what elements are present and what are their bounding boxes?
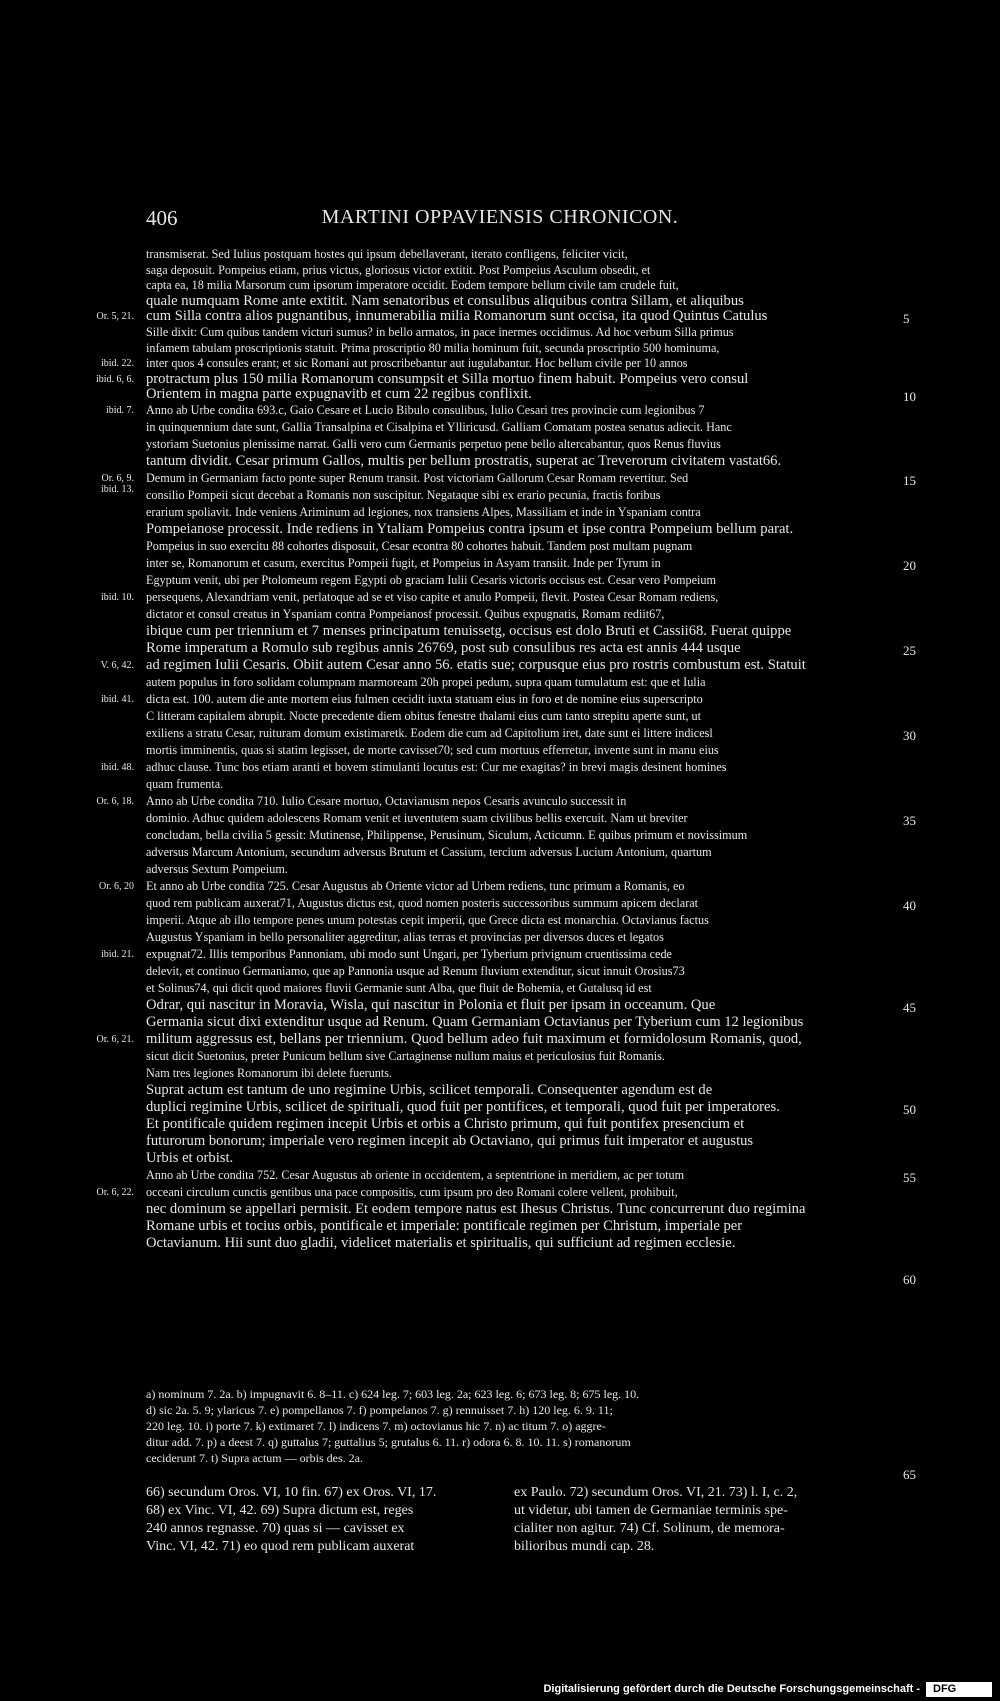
text-line: C litteram capitalem abrupit. Nocte precedente diem obitus fenestre thalami eius cum tanto strepitu aperte sunt, ut [146,709,702,723]
text-line: delevit, et continuo Germaniamo, que ap Pannonia usque ad Renum fluvium extenditur, sicut innuit Orosius73 [146,964,685,978]
text-line: quod rem publicam auxerat71, Augustus dictus est, quod nomen posteris successoribus summum apicem declarat [146,896,699,910]
text-line: adhuc clause. Tunc bos etiam aranti et bovem stimulanti locutus est: Cur me exagitas? in brevi magis desinent homines [146,760,727,774]
text-line: inter quos 4 consules erant; et sic Romani aut proscribebantur aut iugulabantur. Hoc bellum civile per 10 annos [146,356,688,371]
line-number: 50 [903,1102,916,1117]
text-line: Rome imperatum a Romulo sub regibus annis 26769, post sub consulibus res acta est annis 444 usque [146,640,741,656]
text-line: occeani circulum cunctis gentibus una pace compositis, cum ipsum pro deo Romani colere vellent, prohibuit, [146,1185,678,1199]
text-line: Augustus Yspaniam in bello personaliter aggreditur, alias terras et provincias per diversos duces et legatos [146,930,664,944]
text-line: protractum plus 150 milia Romanorum consumpsit et Silla mortuo finem habuit. Pompeius vero consul [146,370,749,387]
text-line: Pompeianose processit. Inde rediens in Ytaliam Pompeius contra ipsum et ipse contra Pompeium bellum parat. [146,521,794,537]
margin-reference: ibid. 22. [100,358,134,370]
margin-reference: ibid. 48. [100,762,134,773]
text-line: consilio Pompeii sicut decebat a Romanis non suscipitur. Negataque sibi ex erario pecunia, fractis foribus [146,488,661,502]
margin-reference: Or. 6, 22. [96,1187,134,1198]
text-line: Anno ab Urbe condita 752. Cesar Augustus ab oriente in occidentem, a septentrione in meridiem, ac per totum [146,1168,685,1182]
text-line: exiliens a stratu Cesar, ruituram domum existimaretk. Eodem die cum ad Capitolium iret, date sunt ei littere indicesl [146,726,713,740]
line-number: 65 [903,1467,916,1482]
text-line: Pompeius in suo exercitu 88 cohortes disposuit, Cesar econtra 80 cohortes habuit. Tandem post multam pugnam [146,539,693,553]
apparatus-line: ceciderunt 7. t) Supra actum — orbis des. 2a. [146,1451,363,1465]
text-line: imperii. Atque ab illo tempore penes unum potestas cepit imperii, que Grece dicta est monarchia. Octavianus factus [146,913,709,927]
text-line: Octavianum. Hii sunt duo gladii, videlicet materialis et spiritualis, qui sufficiunt ad regimen ecclesie. [146,1235,736,1251]
line-number: 55 [903,1170,916,1185]
line-number: 30 [903,728,916,743]
text-line: duplici regimine Urbis, scilicet de spirituali, quod fuit per pontifices, et temporali, quod fuit per imperatores. [146,1099,780,1115]
text-line: et Solinus74, qui dicit quod maiores fluvii Germanie sunt Alba, que fluit de Bohemia, et Gutalusq id est [146,981,652,995]
margin-reference: Or. 6, 9. [101,473,134,484]
notes-column-right [514,1484,797,1556]
line-number: 20 [903,558,916,573]
text-line: Odrar, qui nascitur in Moravia, Wisla, qui nascitur in Polonia et fluit per ipsam in occeanum. Que [146,997,716,1013]
digitization-credit: Digitalisierung gefördert durch die Deutsche Forschungsgemeinschaft - [543,1683,920,1695]
margin-reference: V. 6, 42. [100,660,134,671]
text-line: sicut dicit Suetonius, preter Punicum bellum sive Cartaginense nullum maius et periculosius fuit Romanis. [146,1049,665,1063]
margin-reference: ibid. 41. [100,694,134,705]
text-line: infamem tabulam proscriptionis statuit. Prima proscriptio 80 milia hominum fuit, secunda proscriptio 500 hominuma, [146,340,720,355]
text-line: nec dominum se appellari permisit. Et eodem tempore natus est Ihesus Christus. Tunc concurrerunt duo regimina [146,1201,806,1217]
margin-reference: Or. 6, 18. [96,796,134,807]
line-number: 45 [903,1000,916,1015]
text-line: quale numquam Rome ante extitit. Nam senatoribus et consulibus aliquibus contra Sillam, et aliquibus [146,292,744,309]
text-line: tantum dividit. Cesar primum Gallos, multis per bellum prostratis, superat ac Treverorum civitatem vastat66. [146,453,782,469]
margin-reference: Or. 5, 21. [96,311,134,323]
line-number: 5 [903,311,910,327]
text-line: ibique cum per triennium et 7 menses principatum tenuissetg, occisus est dolo Bruti et Cassii68. Fuerat quippe [146,623,792,639]
text-line: persequens, Alexandriam venit, perlatoque ad se et viso capite et anulo Pompeii, flevit. Postea Cesar Romam rediens, [146,590,719,604]
text-line: dicta est. 100. autem die ante mortem eius fulmen cecidit iuxta statuam eius in foro et de nomine eius superscripto [146,692,703,706]
note-line: ut videtur, ubi tamen de Germaniae terminis spe- [514,1503,788,1518]
notes-column-left [146,1484,436,1556]
text-line: saga deposuit. Pompeius etiam, prius victus, gloriosus victor extitit. Post Pompeius Asculum obsedit, et [146,262,651,277]
text-line: capta ea, 18 milia Marsorum cum ipsorum imperatore occidit. Eodem tempore bellum civile tam crudele fuit, [146,278,679,293]
note-line: 66) secundum Oros. VI, 10 fin. 67) ex Oros. VI, 17. [146,1485,437,1500]
text-line: Anno ab Urbe condita 710. Iulio Cesare mortuo, Octavianusm nepos Cesaris avunculo successit in [146,794,627,808]
text-line: militum aggressus est, bellans per triennium. Quod bellum adeo fuit maximum et formidolosum Romanis, quod, [146,1031,802,1047]
text-line: Romane urbis et tocius orbis, pontificale et imperiale: pontificale regimen per Christum, imperiale per [146,1218,743,1234]
text-line: Anno ab Urbe condita 693.c, Gaio Cesare et Lucio Bibulo consulibus, Iulio Cesari tres provincie cum legionibus 7 [146,403,705,417]
margin-reference: Or. 6, 20 [99,881,134,892]
text-line: adversus Sextum Pompeium. [146,862,288,876]
text-line: quam frumenta. [146,777,224,791]
apparatus-line: ditur add. 7. p) a deest 7. q) guttalus 7; guttalius 5; grutalus 6. 11. r) odora 6. 8. 10. 11. s) romanorum [146,1435,631,1449]
margin-reference: ibid. 10. [100,592,134,603]
text-line: Et anno ab Urbe condita 725. Cesar Augustus ab Oriente victor ad Urbem rediens, tunc primum a Romanis, eo [146,879,685,893]
text-line: inter se, Romanorum et casum, exercitus Pompeii fugit, et Pompeius in Asyam transiit. Inde per Tyrum in [146,556,661,570]
text-line: ystoriam Suetonius plenissime narrat. Galli vero cum Germanis perpetuo pene bello altercabantur, quos Renus fluvius [146,437,721,451]
apparatus-line: d) sic 2a. 5. 9; ylaricus 7. e) pompellanos 7. f) pompelanos 7. g) rennuisset 7. h) 120 leg. 6. 9. 11; [146,1403,613,1417]
text-line: Urbis et orbist. [146,1150,234,1166]
text-line: dictator et consul creatus in Yspaniam contra Pompeianosf processit. Quibus expugnatis, Romam rediit67, [146,607,665,621]
text-line: in quinquennium date sunt, Gallia Transalpina et Cisalpina et Ylliricusd. Galliam Comatam postea senatus adiecit. Hanc [146,420,732,434]
text-line: erarium spoliavit. Inde veniens Ariminum ad legiones, nox transiens Alpes, Massiliam et inde in Yspaniam contra [146,505,701,519]
page-number: 406 [146,206,178,230]
margin-reference: ibid. 6, 6. [95,373,134,385]
dfg-logo: DFG [926,1682,992,1697]
text-line: dominio. Adhuc quidem adolescens Romam venit et iuventutem suam civilibus bellis exercuit. Nam ut breviter [146,811,688,825]
margin-reference: Or. 6, 21. [96,1034,134,1045]
note-line: 68) ex Vinc. VI, 42. 69) Supra dictum est, reges [146,1503,414,1518]
margin-reference: ibid. 13. [100,484,134,495]
line-number: 60 [903,1272,916,1287]
text-line: adversus Marcum Antonium, secundum adversus Brutum et Cassium, tercium adversus Lucium Antonium, quartum [146,845,712,859]
line-number: 15 [903,473,916,488]
note-line: cialiter non agitur. 74) Cf. Solinum, de memora- [514,1521,785,1536]
text-line: transmiserat. Sed Iulius postquam hostes qui ipsum debellaverant, iterato confligens, feliciter vicit, [146,247,628,261]
text-line: concludam, bella civilia 5 gessit: Mutinense, Philippense, Perusinum, Siculum, Acticumn. E quibus primum et novissimum [146,828,748,842]
text-line: Germania sicut dixi extenditur usque ad Renum. Quam Germaniam Octavianus per Tyberium cum 12 legionibus [146,1014,804,1030]
text-line: expugnat72. Illis temporibus Pannoniam, ubi modo sunt Ungari, per Tyberium privignum cruentissima cede [146,947,672,961]
margin-reference: ibid. 21. [100,949,134,960]
note-line: 240 annos regnasse. 70) quas si — cavisset ex [146,1521,405,1536]
text-line: Et pontificale quidem regimen incepit Urbis et orbis a Christo primum, qui fuit pontifex presencium et [146,1116,745,1132]
apparatus-line: a) nominum 7. 2a. b) impugnavit 6. 8–11. c) 624 leg. 7; 603 leg. 2a; 623 leg. 6; 673 leg. 8; 675 leg. 10. [146,1387,640,1401]
page-header [0,206,1000,240]
line-number: 35 [903,813,916,828]
text-line: Orientem in magna parte expugnavitb et cum 22 regibus conflixit. [146,386,532,403]
running-title: MARTINI OPPAVIENSIS CHRONICON. [321,206,679,228]
note-line: Vinc. VI, 42. 71) eo quod rem publicam auxerat [146,1539,415,1554]
text-line: Egyptum venit, ubi per Ptolomeum regem Egypti ob graciam Iulii Cesaris victoris occisus est. Cesar vero Pompeium [146,573,716,587]
line-number: 10 [903,389,916,405]
note-line: ex Paulo. 72) secundum Oros. VI, 21. 73) l. I, c. 2, [514,1485,798,1500]
text-line: cum Silla contra alios pugnantibus, innumerabilia milia Romanorum sunt occisa, ita quod Quintus Catulus [146,308,768,325]
text-line: Demum in Germaniam facto ponte super Renum transit. Post victoriam Gallorum Cesar Romam revertitur. Sed [146,471,689,485]
apparatus-line: 220 leg. 10. i) porte 7. k) extimaret 7. l) indicens 7. m) octovianus hic 7. n) ac titum 7. o) aggre- [146,1419,606,1433]
text-line: mortis imminentis, quas si statim legisset, de morte cavisset70; sed cum mortuus efferretur, invente sunt in manu eius [146,743,719,757]
text-line: Suprat actum est tantum de uno regimine Urbis, scilicet temporali. Consequenter agendum est de [146,1082,713,1098]
text-line: Nam tres legiones Romanorum ibi delete fuerunts. [146,1066,393,1080]
note-line: bilioribus mundi cap. 28. [514,1539,655,1554]
text-line: autem populus in foro solidam columpnam marmoream 20h propei pedum, supra quam tumulatum est: que et Iulia [146,675,706,689]
text-line: futurorum bonorum; imperiale vero regimen incepit ab Octaviano, qui primus fuit imperator et augustus [146,1133,754,1149]
line-number: 40 [903,898,916,913]
margin-reference: ibid. 7. [105,405,134,416]
text-line: ad regimen Iulii Cesaris. Obiit autem Cesar anno 56. etatis sue; corpusque eius pro rostris combustum est. Statuit [146,657,806,673]
text-line: Sille dixit: Cum quibus tandem victuri sumus? in bello armatos, in pace inermes occidimus. Ad hoc verbum Silla primus [146,325,734,339]
line-number: 25 [903,643,916,658]
